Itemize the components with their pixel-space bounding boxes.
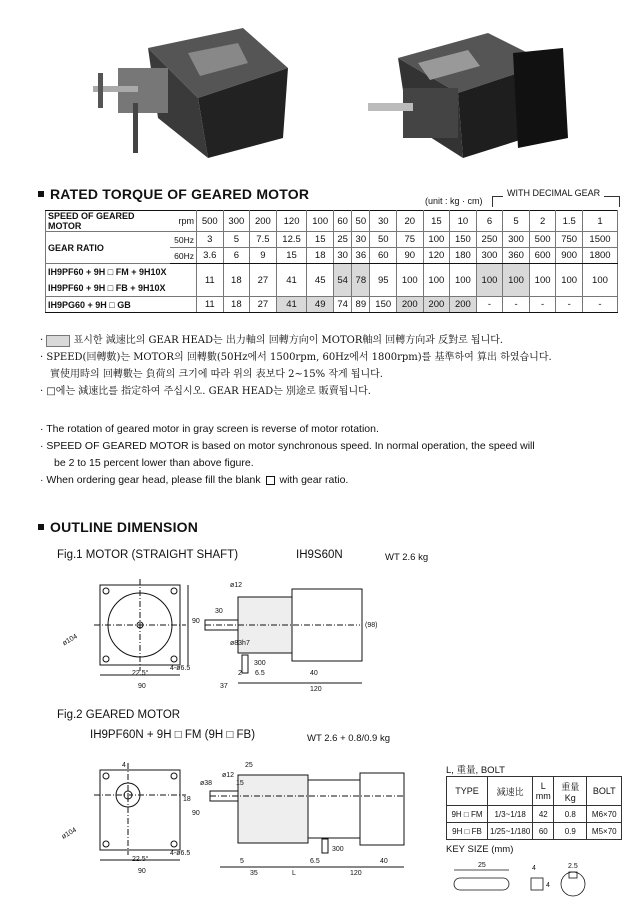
note-kr-3: 實使用時의 回轉數는 負荷의 크기에 따라 위의 表보다 2~15% 작게 됩니다. xyxy=(50,369,383,380)
unit-label: (unit : kg · cm) xyxy=(425,196,483,206)
bullet-square-icon xyxy=(38,191,44,197)
table-row-speed: SPEED OF GEARED MOTOR rpm 500 300 200 120 100 60 50 30 20 15 10 6 5 2 1.5 1 xyxy=(46,211,618,232)
fig2-weight: WT 2.6 + 0.8/0.9 kg xyxy=(307,733,390,744)
fig2-dim-l4: 4 xyxy=(122,762,126,769)
bolt-table-caption: L, 重量, BOLT xyxy=(446,765,505,776)
fig1-dim-l65: 6.5 xyxy=(255,670,265,677)
outline-dimension-heading: OUTLINE DIMENSION xyxy=(38,519,198,535)
fig1-dim-l2: 2 xyxy=(238,670,242,677)
key-dim-w: 4 xyxy=(532,865,536,872)
fig1-dim-d83: ø83h7 xyxy=(230,640,250,647)
fig2-dim-l65: 6.5 xyxy=(310,858,320,865)
fig2-dim-l35: 35 xyxy=(250,870,258,877)
fig2-dim-l300: 300 xyxy=(332,846,344,853)
fig1-dim-holes: 4-ø6.5 xyxy=(170,665,191,672)
table-row-model-pg60: IH9PG60 + 9H □ GB 11 18 27 41 49 74 89 150 200 200 200 - - - - - xyxy=(46,297,618,313)
fig1-model: IH9S60N xyxy=(296,549,343,561)
notes-korean xyxy=(40,332,552,400)
fig2-model: IH9PF60N + 9H □ FM (9H □ FB) xyxy=(90,729,256,741)
fig2-dim-l25: 25 xyxy=(245,762,253,769)
note-kr-1: · 표시한 減速比의 GEAR HEAD는 出力軸의 回轉方向이 MOTOR軸의 回轉方向과 反對로 됩니다. xyxy=(40,335,504,346)
decimal-gear-label: WITH DECIMAL GEAR xyxy=(503,188,604,198)
notes-english xyxy=(40,421,535,489)
fig1-dim-d104: ø104 xyxy=(61,633,79,648)
fig1-dim-s90: 90 xyxy=(138,683,146,690)
motor-photo-right xyxy=(368,8,568,168)
fig2-dim-lL: L xyxy=(292,870,296,877)
fig1-dim-l300: 300 xyxy=(254,660,266,667)
table-row: 9H □ FB 1/25~1/180 60 0.9 M5×70 xyxy=(447,823,622,840)
table-row: 9H □ FM 1/3~1/18 42 0.8 M6×70 xyxy=(447,806,622,823)
key-size-caption: KEY SIZE (mm) xyxy=(446,844,514,855)
key-size-drawing xyxy=(446,858,596,918)
fig1-weight: WT 2.6 kg xyxy=(385,552,429,563)
fig2-dim-d38: ø38 xyxy=(200,780,213,787)
fig1-dim-l120: 120 xyxy=(310,686,322,693)
fig2-dim-a225: 22.5° xyxy=(132,856,149,863)
note-kr-2: · SPEED(回轉數)는 MOTOR의 回轉數(50Hz에서 1500rpm, 60Hz에서 1800rpm)를 基準하여 算出 하였습니다. xyxy=(40,352,552,363)
key-dim-t: 2.5 xyxy=(568,863,578,870)
fig2-dim-h18: 18 xyxy=(183,796,191,803)
bolt-table-header: TYPE 減速比 L mm 重量 Kg BOLT xyxy=(447,777,622,806)
note-en-3: be 2 to 15 percent lower than above figure. xyxy=(54,457,254,469)
blank-box-icon xyxy=(266,476,275,485)
fig2-dim-h90: 90 xyxy=(192,810,200,817)
fig2-dim-holes: 4-ø6.5 xyxy=(170,850,191,857)
key-dim-h: 4 xyxy=(546,882,550,889)
fig2-drawing xyxy=(60,755,420,880)
key-dim-len: 25 xyxy=(478,862,486,869)
note-en-4: · When ordering gear head, please fill the blank with gear ratio. xyxy=(40,474,349,486)
table-row-ratio-60hz: 60Hz 3.6 6 9 15 18 30 36 60 90 120 180 300 360 600 900 1800 xyxy=(46,248,618,264)
table-row-model-pf60: IH9PF60 + 9H □ FM + 9H10X IH9PF60 + 9H □ FB + 9H10X 11 18 27 41 45 54 78 95 100 100 100 100 100 100 100 100 xyxy=(46,264,618,297)
fig1-dim-d12: ø12 xyxy=(230,582,243,589)
note-en-1: · The rotation of geared motor in gray screen is reverse of motor rotation. xyxy=(40,423,379,435)
fig2-dim-l15: 15 xyxy=(236,780,244,787)
fig1-dim-a225: 22.5° xyxy=(132,670,149,677)
gray-swatch-icon xyxy=(46,335,70,347)
fig1-title: Fig.1 MOTOR (STRAIGHT SHAFT) xyxy=(57,549,239,561)
rated-torque-heading: RATED TORQUE OF GEARED MOTOR xyxy=(38,186,309,202)
fig2-title: Fig.2 GEARED MOTOR xyxy=(57,709,181,721)
note-kr-4: · □에는 減速比를 指定하여 주십시오. GEAR HEAD는 別途로 販賣됩니다. xyxy=(40,386,371,397)
fig2-dim-d104: ø104 xyxy=(60,826,78,841)
fig1-drawing xyxy=(60,575,380,700)
note-en-2: · SPEED OF GEARED MOTOR is based on motor synchronous speed. In normal operation, the speed will xyxy=(40,440,535,452)
fig1-dim-h90: 90 xyxy=(192,618,200,625)
fig2-dim-l40: 40 xyxy=(380,858,388,865)
fig1-dim-l40: 40 xyxy=(310,670,318,677)
fig2-dim-l120: 120 xyxy=(350,870,362,877)
fig1-dim-l37: 37 xyxy=(220,683,228,690)
fig2-dim-s90: 90 xyxy=(138,868,146,875)
motor-photo-left xyxy=(88,8,288,168)
bolt-table xyxy=(446,776,622,840)
rated-torque-table xyxy=(45,210,618,313)
table-row-ratio-50hz: GEAR RATIO 50Hz 3 5 7.5 12.5 15 25 30 50 75 100 150 250 300 500 750 1500 xyxy=(46,232,618,248)
fig1-dim-l30: 30 xyxy=(215,608,223,615)
fig2-dim-l5: 5 xyxy=(240,858,244,865)
fig1-dim-d98: (98) xyxy=(365,622,378,629)
fig2-dim-d12: ø12 xyxy=(222,772,235,779)
bullet-square-icon xyxy=(38,524,44,530)
